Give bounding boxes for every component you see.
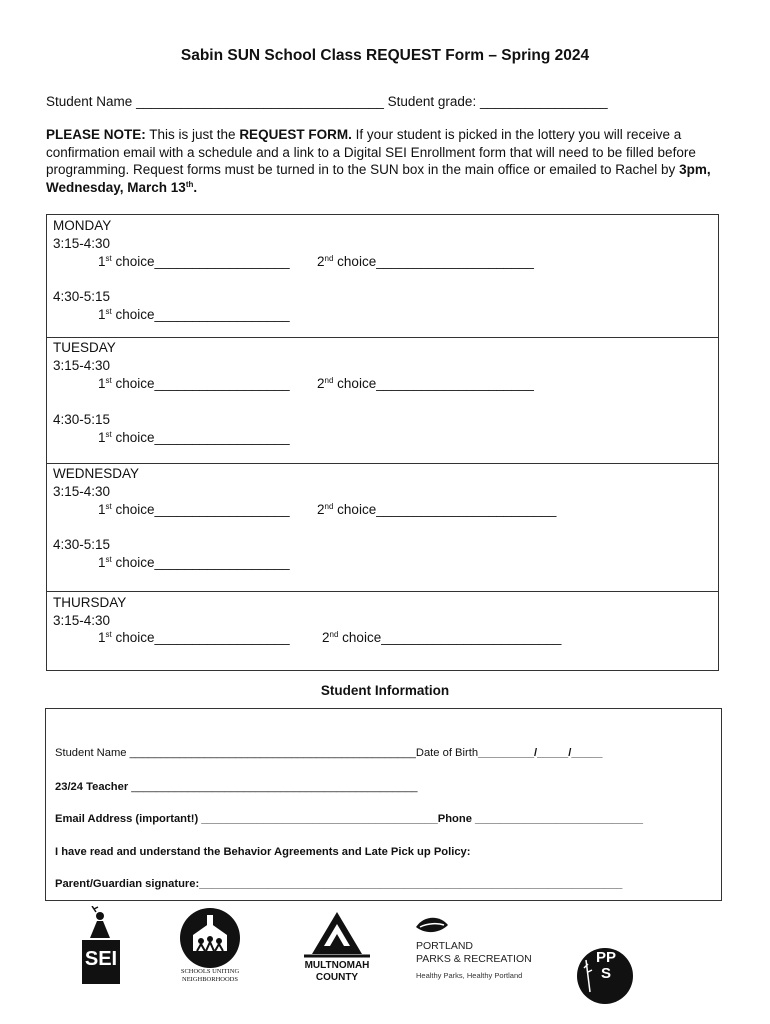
time-slot: 3:15-4:30 [53,484,111,499]
student-name-grade-line [46,94,608,109]
student-grade-blank[interactable]: _________________ [479,94,608,109]
signature-row[interactable] [55,878,622,890]
first-choice-row[interactable]: 1st choice__________________ [98,430,290,445]
student-name-label: Student Name [46,94,133,109]
first-choice-row[interactable]: 1st choice__________________ [98,254,290,269]
email-blank: ______________________________________ [201,813,438,825]
day-name: MONDAY [53,218,112,233]
first-choice-blank: __________________ [154,376,290,391]
time-slot: 4:30-5:15 [53,289,111,304]
time-slot: 4:30-5:15 [53,412,111,427]
time-slot: 3:15-4:30 [53,236,111,251]
second-choice-row[interactable]: 2nd choice_____________________ [317,254,534,269]
note-deadline: 3pm, Wednesday, March 13th. [46,162,711,195]
email-phone-row[interactable] [55,813,643,825]
note-text-1: This is just the [145,127,240,142]
first-choice-row[interactable]: 1st choice__________________ [98,555,290,570]
first-choice-blank: __________________ [154,430,290,445]
first-choice-blank: __________________ [154,630,290,645]
first-choice-blank: __________________ [154,254,290,269]
deadline-sup: th [185,179,194,189]
first-choice-blank: __________________ [154,307,290,322]
signature-blank: ____________________________________________________________________ [199,878,623,890]
day-box-wednesday [46,463,719,592]
multnomah-line1: MULTNOMAH [304,960,370,971]
multnomah-logo [300,910,374,985]
second-choice-row[interactable]: 2nd choice_____________________ [317,376,534,391]
note-lead: PLEASE NOTE: [46,127,146,142]
second-choice-blank: _____________________ [376,376,534,391]
day-box-tuesday [46,337,719,464]
second-choice-row[interactable]: 2nd choice________________________ [322,630,562,645]
day-name: TUESDAY [53,340,116,355]
info-name-label: Student Name [55,747,127,759]
time-slot: 4:30-5:15 [53,537,111,552]
dob-blank: _________/_____/_____ [478,747,603,759]
day-box-monday [46,214,719,338]
day-box-thursday [46,591,719,671]
multnomah-line2: COUNTY [315,972,359,983]
info-name-blank: ______________________________________________ [129,747,416,759]
sei-text: SEI [84,948,118,970]
dob-label: Date of Birth [415,747,479,759]
second-choice-row[interactable]: 2nd choice________________________ [317,502,557,517]
first-choice-blank: __________________ [154,502,290,517]
phone-blank: ___________________________ [475,813,644,825]
mountain-icon [300,910,374,958]
time-slot: 3:15-4:30 [53,613,111,628]
student-info-box [45,708,722,901]
sei-logo-icon [80,906,122,986]
signature-label: Parent/Guardian signature: [55,878,200,890]
student-grade-label: Student grade: [387,94,477,109]
sun-line1: SCHOOLS UNITING [180,968,240,975]
day-name: WEDNESDAY [53,466,140,481]
pps-text: PPS [596,949,617,982]
parks-tagline: Healthy Parks, Healthy Portland [416,971,523,980]
pps-logo [576,946,634,1006]
student-name-blank[interactable]: _________________________________ [136,94,384,109]
leaf-icon [414,913,450,937]
sei-logo [80,906,122,986]
sun-schoolhouse-icon [175,907,245,969]
note-text-2: If your student is picked in the lottery you will receive a confirmation email with a schedule and a link to a Digital SEI Enrollment form that will need to be filled before programming. Request forms must be turned in to the SUN box in the main office or emailed to Rachel by [46,127,696,178]
student-info-heading: Student Information [320,683,450,698]
portland-parks-logo [414,913,554,985]
teacher-blank: ______________________________________________ [131,781,418,793]
second-choice-blank: ________________________ [376,502,557,517]
day-name: THURSDAY [53,595,127,610]
first-choice-row[interactable]: 1st choice__________________ [98,630,290,645]
parks-line1: PORTLAND [416,940,473,952]
sun-line2: NEIGHBORHOODS [182,976,238,983]
first-choice-row[interactable]: 1st choice__________________ [98,307,290,322]
form-title: Sabin SUN School Class REQUEST Form – Spring 2024 [180,47,590,64]
first-choice-row[interactable]: 1st choice__________________ [98,376,290,391]
email-label: Email Address (important!) [55,813,199,825]
info-name-row[interactable] [55,747,602,759]
second-choice-blank: ________________________ [381,630,562,645]
teacher-row[interactable] [55,781,418,793]
first-choice-row[interactable]: 1st choice__________________ [98,502,290,517]
second-choice-blank: _____________________ [376,254,534,269]
please-note [46,126,736,196]
sun-logo [175,907,245,987]
time-slot: 3:15-4:30 [53,358,111,373]
note-request-form: REQUEST FORM. [239,127,352,142]
teacher-label: 23/24 Teacher [55,781,129,793]
phone-label: Phone [437,813,472,825]
agreement-text: I have read and understand the Behavior Agreements and Late Pick up Policy: [55,846,471,858]
parks-line2: PARKS & RECREATION [416,953,532,965]
first-choice-blank: __________________ [154,555,290,570]
